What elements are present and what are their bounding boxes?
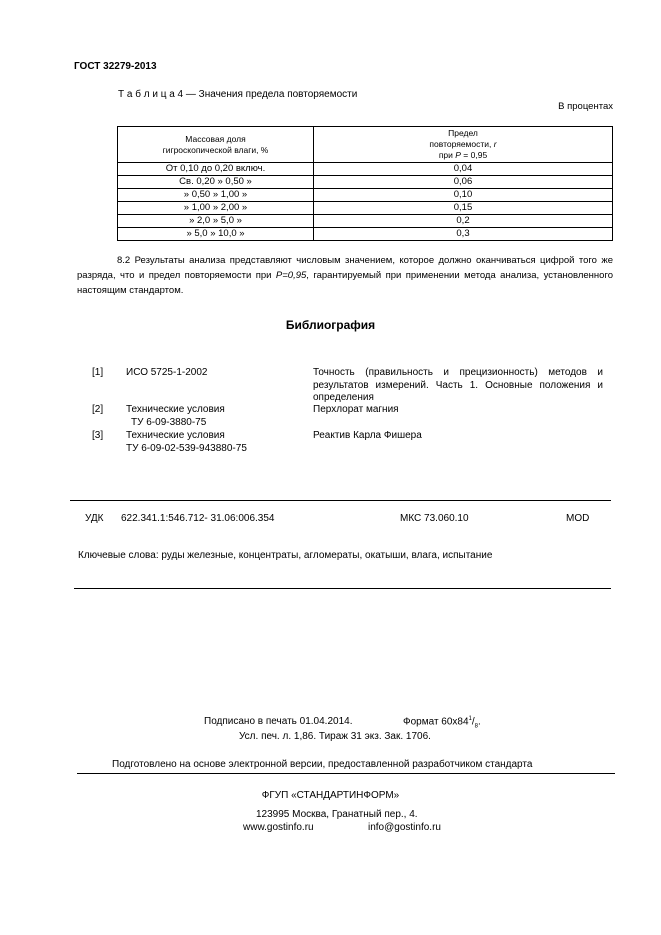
table-caption: Т а б л и ц а 4 — Значения предела повторяемости — [118, 89, 358, 100]
publisher-name: ФГУП «СТАНДАРТИНФОРМ» — [261, 790, 400, 801]
bib-item-3-doc-code: ТУ 6-09-02-539-943880-75 — [126, 443, 247, 454]
mks-code: МКС 73.060.10 — [400, 513, 469, 524]
bib-item-3-doc: Технические условия — [126, 430, 225, 441]
bib-item-3-title: Реактив Карла Фишера — [313, 430, 422, 441]
mod-label: MOD — [566, 513, 590, 524]
imprint-prepared: Подготовлено на основе электронной версии, предоставленной разработчиком стандарта — [112, 759, 533, 770]
table-row: Св. 0,20 » 0,50 » 0,06 — [118, 176, 613, 189]
section-8-2-paragraph: 8.2 Результаты анализа представляют числовым значением, которое должно оканчиваться цифрой того же разряда, что и предел повторяемости при P=0,95, гарантируемый при применении метода анализа, установленного настоящим стандартом. — [77, 255, 613, 296]
publisher-address: 123995 Москва, Гранатный пер., 4. — [256, 809, 418, 820]
bib-item-1-doc: ИСО 5725-1-2002 — [126, 367, 208, 378]
divider-imprint — [77, 773, 615, 774]
publisher-website: www.gostinfo.ru — [243, 822, 314, 833]
imprint-signed: Подписано в печать 01.04.2014. — [204, 716, 353, 727]
imprint-format: Формат $60x84^1/_8$. — [403, 716, 481, 730]
table-row: От 0,10 до 0,20 включ. 0,04 — [118, 163, 613, 176]
header-repeatability-limit: Предел повторяемости, r при P = 0,95 — [314, 127, 613, 163]
table-row: » 2,0 » 5,0 » 0,2 — [118, 215, 613, 228]
publisher-email: info@gostinfo.ru — [368, 822, 441, 833]
bib-item-2-doc: Технические условия — [126, 404, 225, 415]
bib-item-1-title: Точность (правильность и прецизионность) методов и результатов измерений. Часть 1. Основные положения и определения — [313, 367, 603, 403]
table-row: » 5,0 » 10,0 » 0,3 — [118, 228, 613, 241]
udk-label: УДК — [85, 513, 104, 524]
divider-bottom — [74, 588, 611, 589]
repeatability-table — [117, 126, 613, 241]
bib-item-3-num: [3] — [92, 430, 104, 441]
bibliography-title: Библиография — [285, 318, 376, 332]
divider-top — [70, 500, 611, 501]
bib-item-1-num: [1] — [92, 367, 104, 378]
bib-item-2-doc-code: ТУ 6-09-3880-75 — [131, 417, 207, 428]
document-header: ГОСТ 32279-2013 — [74, 61, 157, 72]
header-mass-fraction: Массовая доля гигроскопической влаги, % — [118, 127, 314, 163]
bib-item-2-num: [2] — [92, 404, 104, 415]
imprint-print-info: Усл. печ. л. 1,86. Тираж 31 экз. Зак. 1706. — [239, 731, 431, 742]
table-header-row — [118, 127, 613, 163]
bib-item-2-title: Перхлорат магния — [313, 404, 399, 415]
keywords: Ключевые слова: руды железные, концентраты, агломераты, окатыши, влага, испытание — [78, 550, 493, 561]
table-units: В процентах — [558, 101, 613, 112]
table-row: » 1,00 » 2,00 » 0,15 — [118, 202, 613, 215]
udk-code: 622.341.1:546.712- 31.06:006.354 — [121, 513, 275, 524]
table-row: » 0,50 » 1,00 » 0,10 — [118, 189, 613, 202]
